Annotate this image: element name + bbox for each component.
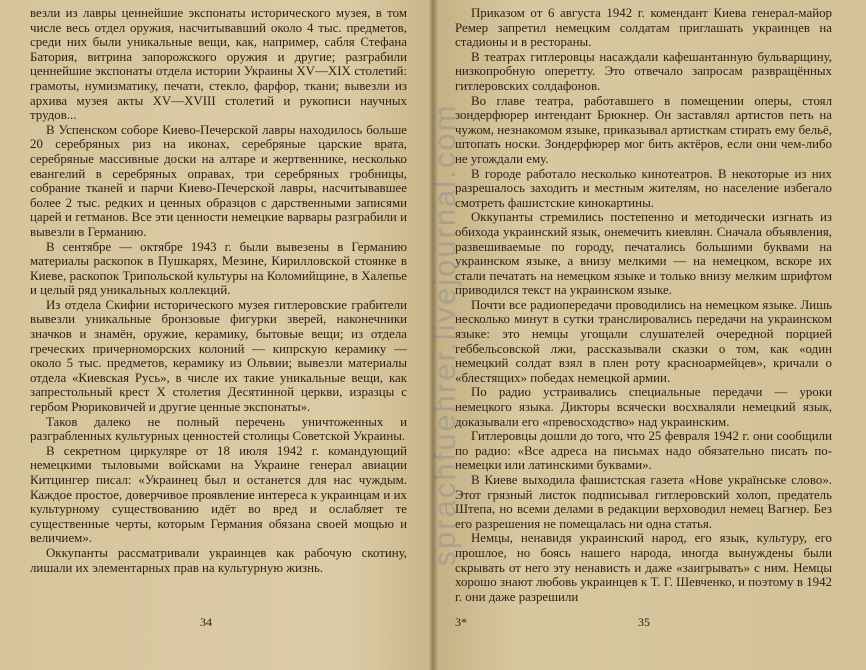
watermark-text: sprachfuehrer.livejournal.com: [427, 103, 462, 567]
right-page-text: [455, 6, 832, 604]
paragraph: Немцы, ненавидя украинский народ, его язык, культуру, его прошлое, но боясь нашего народа, иногда вынуждены были скрывать от него эту ненависть и даже «заигрывать» с ним. Немцы хорошо знают любовь украинцев к Т. Г. Шевченко, и поэтому в 1942 г. они даже разрешили: [455, 531, 832, 604]
left-page-text: [30, 6, 407, 575]
paragraph: В Киеве выходила фашистская газета «Нове українське слово». Этот грязный листок подписывал гитлеровский холоп, предатель Штепа, но всеми делами в редакции верховодил немец Вагнер. Без его разрешения не помещалась ни одна статья.: [455, 473, 832, 531]
left-page-number: 34: [200, 615, 212, 629]
paragraph: В Успенском соборе Киево-Печерской лавры находилось больше 20 серебряных риз на иконах, серебряные царские врата, серебряные массивные доски на алтаре и жертвеннике, несколько евангелий в серебряных оправах, три серебряных гробницы, собрание тканей и парчи Киево-Печерской лавры, насчитывавшее более 2 тыс. редких и ценных образцов с дарственными записями царей и гетманов. Все эти ценности немецкие варвары разграбили и вывезли в Германию.: [30, 122, 407, 239]
right-page: [433, 0, 866, 670]
paragraph: В секретном циркуляре от 18 июля 1942 г. командующий немецкими тыловыми войсками на Украине генерал авиации Китцингер писал: «Украинец был и останется для нас чуждым. Каждое простое, доверчивое проявление интереса к украинцам и их культурному существованию идёт во вред и ослабляет те существенные черты, которым Германия обязана своей мощью и величием».: [30, 443, 407, 546]
right-page-number: 35: [638, 615, 650, 629]
paragraph: Гитлеровцы дошли до того, что 25 февраля 1942 г. они сообщили по радио: «Все адреса на письмах надо обязательно писать по-немецки или латинскими буквами».: [455, 429, 832, 473]
paragraph: Оккупанты рассматривали украинцев как рабочую скотину, лишали их элементарных прав на культурную жизнь.: [30, 545, 407, 575]
paragraph: Почти все радиопередачи проводились на немецком языке. Лишь несколько минут в сутки транслировались передачи на украинском языке: это немцы угощали слушателей очередной порцией геббельсовской лжи, рассказывали сказки о том, как «один немецкий солдат взял в плен роту красноармейцев», кричали о «блестящих» победах немецкой армии.: [455, 297, 832, 385]
paragraph: Приказом от 6 августа 1942 г. комендант Киева генерал-майор Ремер запретил немецким солдатам приглашать украинцев на стадионы и в рестораны.: [455, 6, 832, 50]
paragraph: В сентябре — октябре 1943 г. были вывезены в Германию материалы раскопок в Пушкарях, Мезине, Кирилловской стоянке в Киеве, раскопок Трипольской культуры на Коломийщине, в Халепье и целый ряд уникальных коллекций.: [30, 239, 407, 298]
paragraph: Из отдела Скифии исторического музея гитлеровские грабители вывезли уникальные бронзовые фигурки зверей, наконечники значков и знамён, оружие, керамику, бытовые вещи; из отдела греческих причерноморских колоний — кипрскую керамику — около 5 тыс. предметов, керамику из Ольвии; вывезли материалы отдела «Киевская Русь», в числе их такие уникальные вещи, как запрестольный крест X столетия Десятинной церкви, изразцы с гербом Рюриковичей и другие ценные экспонаты».: [30, 297, 407, 415]
printer-signature-mark: 3*: [455, 615, 467, 629]
paragraph: Таков далеко не полный перечень уничтоженных и разграбленных культурных ценностей столицы Советской Украины.: [30, 414, 407, 444]
paragraph: везли из лавры ценнейшие экспонаты исторического музея, в том числе весь отдел оружия, насчитывавший около 4 тыс. предметов, среди них были уникальные вещи, как, например, сабля Стефана Батория, витрина запорожского оружия и другие; разграбили ценнейшие экспонаты отдела истории Украины XV—XIX столетий: грамоты, нумизматику, печати, стекло, фарфор, ткани; вывезли из архива музея акты XV—XVIII столетий и рукописи научных трудов...: [30, 6, 407, 123]
paragraph: В театрах гитлеровцы насаждали кафешантанную бульварщину, низкопробную оперетту. Это отвечало запросам развращённых гитлеровских солдафонов.: [455, 49, 832, 93]
paragraph: Во главе театра, работавшего в помещении оперы, стоял зондерфюрер интендант Брюкнер. Он заставлял артистов петь на чужом, незнакомом языке, приказывал артисткам стирать ему бельё, штопать носки. Зондерфюрер мог бить актёров, если они чем-либо не угождали ему.: [455, 93, 832, 166]
paragraph: По радио устраивались специальные передачи — уроки немецкого языка. Дикторы всячески восхваляли немецкий язык, доказывали его «превосходство» над украинским.: [455, 385, 832, 429]
paragraph: Оккупанты стремились постепенно и методически изгнать из обихода украинский язык, онемечить киевлян. Сначала объявления, развешиваемые по городу, печатались большими буквами на украинском языке, а внизу мелкими — на немецком, вскоре их стали печатать на немецком языке и только внизу мелким шрифтом приводился текст на украинском языке.: [455, 210, 832, 298]
paragraph: В городе работало несколько кинотеатров. В некоторые из них разрешалось заходить и местным жителям, но население избегало смотреть фашистские кинокартины.: [455, 166, 832, 210]
